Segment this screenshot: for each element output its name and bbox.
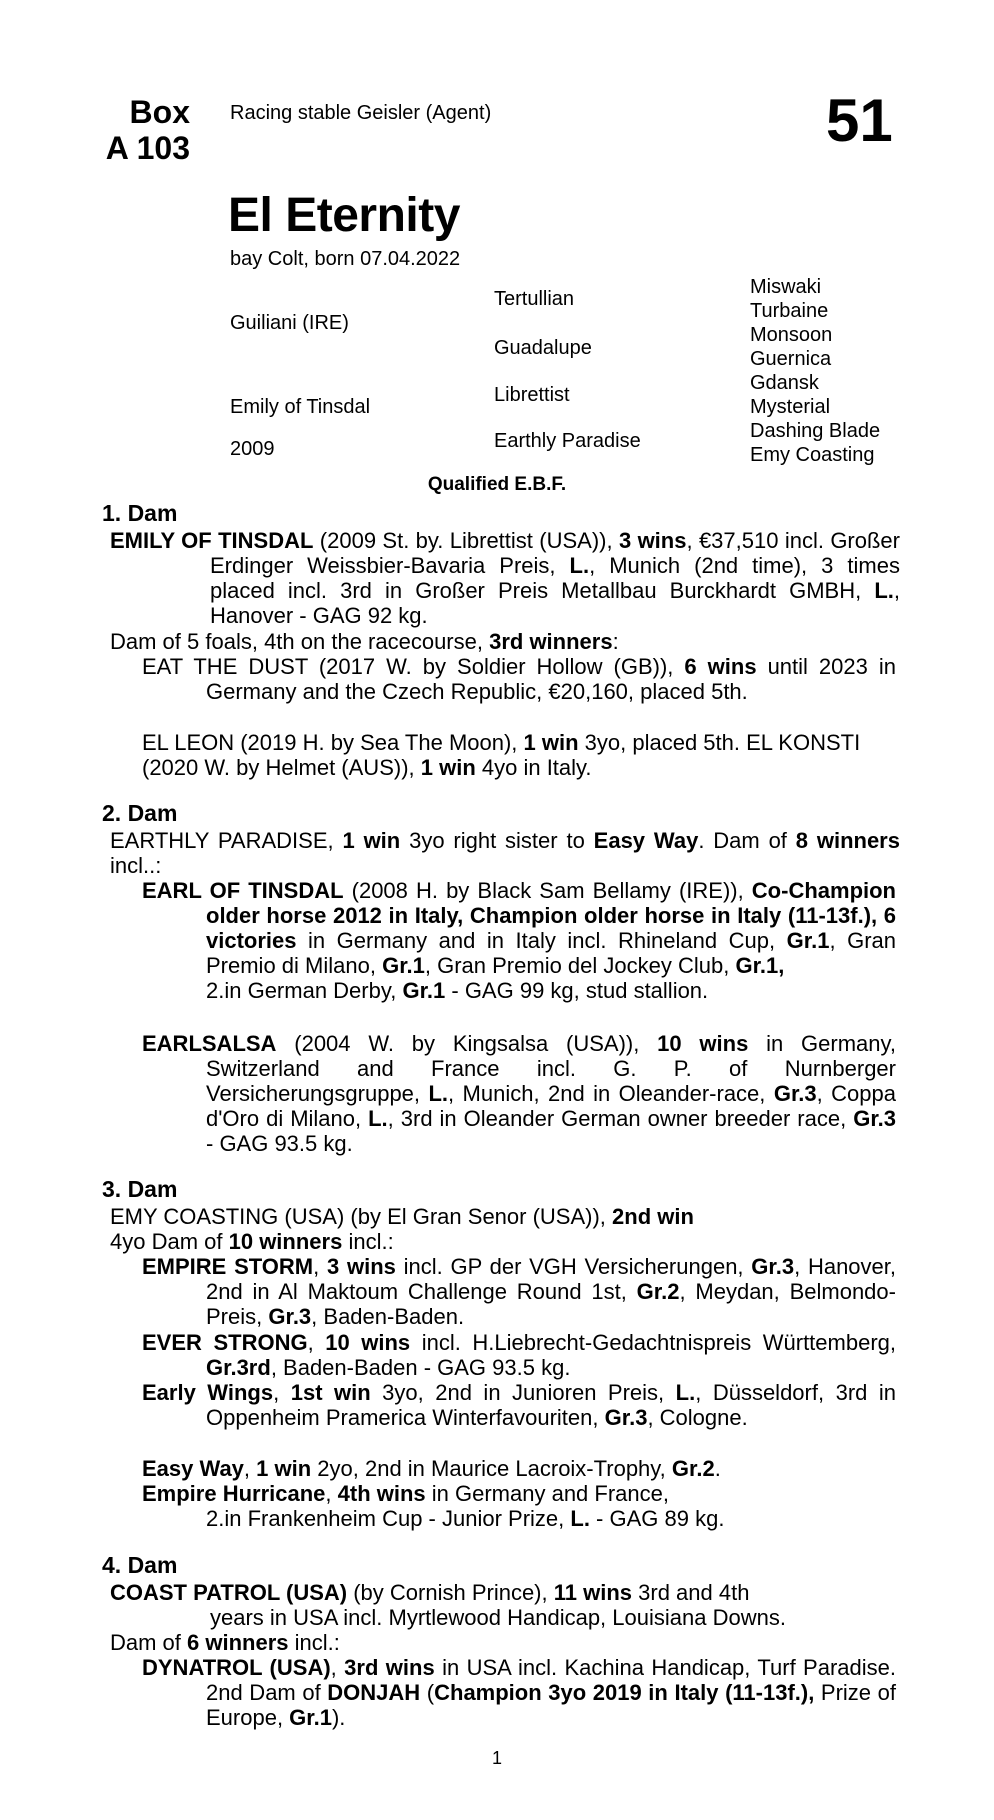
bold-text: Gr.3 (604, 1405, 648, 1430)
bold-text: 8 winners (795, 828, 900, 853)
horse-name-bold: Easy Way (142, 1456, 244, 1481)
bold-text: Gr.1 (786, 928, 830, 953)
bold-text: 1st win (290, 1380, 371, 1405)
text: years in USA incl. Myrtlewood Handicap, Louisiana Downs. (210, 1605, 786, 1630)
text: , (243, 1456, 257, 1481)
horse-name: El Eternity (228, 189, 460, 242)
horse-name-bold: EVER STRONG (142, 1330, 308, 1355)
text: , (325, 1481, 338, 1506)
bold-text: Gr.1 (289, 1705, 332, 1730)
text: (2009 St. by. Librettist (USA)), (313, 528, 619, 553)
text: ( (420, 1680, 435, 1705)
text: 2.in Frankenheim Cup - Junior Prize, (206, 1506, 571, 1531)
bold-text: L. (675, 1380, 696, 1405)
text: EL LEON (2019 H. by Sea The Moon), (142, 730, 524, 755)
dam3-paragraph-4 (142, 1380, 896, 1430)
text: 2yo, 2nd in Maurice Lacroix-Trophy, (311, 1456, 672, 1481)
pedigree-dam-dam: Earthly Paradise (494, 430, 641, 452)
text: EMY COASTING (USA) (by El Gran Senor (USA)), (110, 1204, 613, 1229)
bold-text: Gr.3 (268, 1304, 312, 1329)
dam3-paragraph-3 (142, 1330, 896, 1380)
pedigree-dam: Emily of Tinsdal (230, 396, 371, 418)
text: , (307, 1330, 326, 1355)
bold-text: Easy Way (593, 828, 699, 853)
bold-text: L. (428, 1081, 449, 1106)
pedigree-dam-year: 2009 (230, 438, 275, 460)
pedigree-gen3-item: Gdansk (750, 372, 819, 394)
text: 3yo, 2nd in Junioren Preis, (370, 1380, 676, 1405)
dam3-paragraph-6 (142, 1481, 896, 1531)
qualified-ebf: Qualified E.B.F. (427, 474, 567, 495)
pedigree-gen3-item: Turbaine (750, 300, 829, 322)
text: incl. GP der VGH Versicherungen, (395, 1254, 752, 1279)
bold-text: 10 winners (228, 1229, 343, 1254)
box-number: A 103 (105, 130, 190, 166)
dam1-paragraph-2 (110, 629, 900, 654)
text: 2.in German Derby, (206, 978, 403, 1003)
horse-name-bold: Early Wings (142, 1380, 274, 1405)
pedigree-gen3-item: Emy Coasting (750, 444, 875, 466)
agent-name: Racing stable Geisler (Agent) (230, 102, 492, 124)
bold-text: 3 wins (618, 528, 687, 553)
box-label-text: Box (129, 94, 190, 130)
pedigree-sire-dam: Guadalupe (494, 337, 592, 359)
dam4-paragraph-2 (110, 1630, 900, 1655)
text: - GAG 99 kg, stud stallion. (445, 978, 709, 1003)
text: , Baden-Baden. (311, 1304, 465, 1329)
text: , Cologne. (647, 1405, 748, 1430)
horse-name-bold: Empire Hurricane (142, 1481, 326, 1506)
dam1-paragraph-3 (142, 654, 896, 704)
bold-text: 1 win (342, 828, 401, 853)
bold-text: Gr.3 (773, 1081, 817, 1106)
bold-text: 10 wins (657, 1031, 749, 1056)
bold-text: L. (368, 1106, 388, 1131)
horse-name-bold: EARLSALSA (142, 1031, 277, 1056)
text: , Gran Premio del Jockey Club, (424, 953, 736, 978)
text: incl.: (288, 1630, 340, 1655)
pedigree-sire-sire: Tertullian (494, 288, 575, 310)
text: in Germany and in Italy incl. Rhineland Cup, (296, 928, 787, 953)
bold-text: 3rd wins (344, 1655, 435, 1680)
bold-text: 2nd win (612, 1204, 694, 1229)
text: incl..: (110, 853, 162, 878)
text: 4yo Dam of (110, 1229, 229, 1254)
text: , Munich, 2nd in Oleander-race, (448, 1081, 774, 1106)
bold-text: L. (570, 1506, 590, 1531)
bold-text: 3rd winners (489, 629, 613, 654)
text: EAT THE DUST (2017 W. by Soldier Hollow (GB)), (142, 654, 685, 679)
bold-text: Champion 3yo 2019 in Italy (11-13f.), (434, 1680, 815, 1705)
bold-text: 6 winners (187, 1630, 289, 1655)
dam3-paragraph-2 (142, 1254, 896, 1329)
bold-text: 11 wins (553, 1580, 633, 1605)
bold-text: L. (874, 578, 894, 603)
dam3-paragraph-5 (142, 1456, 896, 1481)
bold-text: Gr.1 (382, 953, 425, 978)
text: , (313, 1254, 327, 1279)
text: , Düsseldorf, 3rd in Oppenheim Pramerica Winterfavouriten, (206, 1380, 896, 1430)
text: , Hanover - GAG 92 kg. (210, 578, 900, 628)
bold-text: Gr.3 (751, 1254, 795, 1279)
text: , €37,510 incl. Großer Erdinger Weissbier-Bavaria Preis, (210, 528, 900, 578)
section-heading-dam3: 3. Dam (102, 1176, 178, 1202)
text: incl. H.Liebrecht-Gedachtnispreis Württemberg, (410, 1330, 896, 1355)
box-label (100, 94, 190, 166)
text: , Gran Premio di Milano, (206, 928, 896, 978)
text: (2004 W. by Kingsalsa (USA)), (276, 1031, 658, 1056)
dam2-paragraph-3 (142, 1031, 896, 1156)
text: : (612, 629, 619, 654)
text: , Baden-Baden - GAG 93.5 kg. (270, 1355, 571, 1380)
text: incl.: (342, 1229, 394, 1254)
bold-text: Gr.3 (853, 1106, 897, 1131)
text: EARTHLY PARADISE, (110, 828, 343, 853)
horse-name-bold: DYNATROL (USA) (142, 1655, 331, 1680)
text: . Dam of (698, 828, 796, 853)
pedigree-gen3-item: Monsoon (750, 324, 833, 346)
bold-text: 4th wins (337, 1481, 426, 1506)
horse-name-bold: EMPIRE STORM (142, 1254, 314, 1279)
text: 3yo, placed 5th. EL KONSTI (2020 W. by Helmet (AUS)), (142, 730, 861, 780)
bold-text: 1 win (420, 755, 476, 780)
text: 3rd and 4th (632, 1580, 750, 1605)
page-number: 1 (491, 1748, 502, 1768)
dam2-paragraph-1 (110, 828, 900, 878)
dam3-paragraph-1 (110, 1204, 900, 1254)
text: in Germany and France, (425, 1481, 669, 1506)
section-heading-dam2: 2. Dam (102, 800, 178, 826)
bold-text: 1 win (256, 1456, 312, 1481)
text: , Meydan, Belmondo-Preis, (206, 1279, 896, 1329)
text: , 3rd in Oleander German owner breeder race, (387, 1106, 854, 1131)
bold-text: Co-Champion older horse 2012 in Italy, Champion older horse in Italy (11-13f.), 6 victories (206, 878, 896, 953)
text: - GAG 93.5 kg. (206, 1131, 353, 1156)
text: 4yo in Italy. (475, 755, 592, 780)
dam2-paragraph-2 (142, 878, 896, 1003)
bold-text: Gr.1, (735, 953, 785, 978)
dam1-paragraph-4 (142, 730, 896, 780)
text: ). (331, 1705, 346, 1730)
lot-number: 51 (826, 87, 893, 154)
text: (2008 H. by Black Sam Bellamy (IRE)), (343, 878, 752, 903)
dam1-paragraph-1 (110, 528, 900, 628)
text: (by Cornish Prince), (347, 1580, 554, 1605)
dam4-paragraph-3 (142, 1655, 896, 1730)
text: Dam of (110, 1630, 188, 1655)
bold-text: L. (569, 553, 590, 578)
horse-description: bay Colt, born 07.04.2022 (230, 248, 461, 270)
bold-text: Gr.2 (671, 1456, 715, 1481)
text: , Coppa d'Oro di Milano, (206, 1081, 897, 1131)
section-heading-dam1: 1. Dam (102, 500, 178, 526)
pedigree-gen3-item: Mysterial (750, 396, 831, 418)
horse-name-bold: EARL OF TINSDAL (142, 878, 344, 903)
pedigree-gen3-item: Miswaki (750, 276, 822, 298)
pedigree-gen3-list (750, 275, 880, 467)
pedigree-gen3-item: Guernica (750, 348, 832, 370)
pedigree-gen3-item: Dashing Blade (750, 420, 881, 442)
bold-text: Gr.3rd (206, 1355, 271, 1380)
text: Dam of 5 foals, 4th on the racecourse, (110, 629, 490, 654)
text: , Munich (2nd time), 3 times placed incl. 3rd in Großer Preis Metallbau Burckhardt GMBH, (210, 553, 900, 603)
horse-name-bold: COAST PATROL (USA) (110, 1580, 348, 1605)
text: until 2023 in Germany and the Czech Republic, €20,160, placed 5th. (206, 654, 896, 704)
bold-text: 1 win (523, 730, 579, 755)
text: 3yo right sister to (400, 828, 594, 853)
dam4-paragraph-1 (110, 1580, 900, 1630)
bold-text: 3 wins (327, 1254, 396, 1279)
text: . (714, 1456, 721, 1481)
bold-text: 10 wins (325, 1330, 411, 1355)
bold-text: 6 wins (684, 654, 757, 679)
text: in USA incl. Kachina Handicap, Turf Paradise. 2nd Dam of (206, 1655, 896, 1705)
pedigree-sire: Guiliani (IRE) (230, 312, 349, 334)
section-heading-dam4: 4. Dam (102, 1552, 178, 1578)
pedigree-dam-sire: Librettist (494, 384, 570, 406)
horse-name-bold: EMILY OF TINSDAL (110, 528, 314, 553)
text: Prize of Europe, (206, 1680, 896, 1730)
bold-text: DONJAH (327, 1680, 421, 1705)
text: - GAG 89 kg. (589, 1506, 725, 1531)
text: in Germany, Switzerland and France incl. G. P. of Nurnberger Versicherungsgruppe, (206, 1031, 896, 1106)
bold-text: Gr.1 (402, 978, 446, 1003)
text: , (273, 1380, 291, 1405)
bold-text: Gr.2 (636, 1279, 680, 1304)
text: , Hanover, 2nd in Al Maktoum Challenge Round 1st, (206, 1254, 896, 1304)
text: , (330, 1655, 345, 1680)
